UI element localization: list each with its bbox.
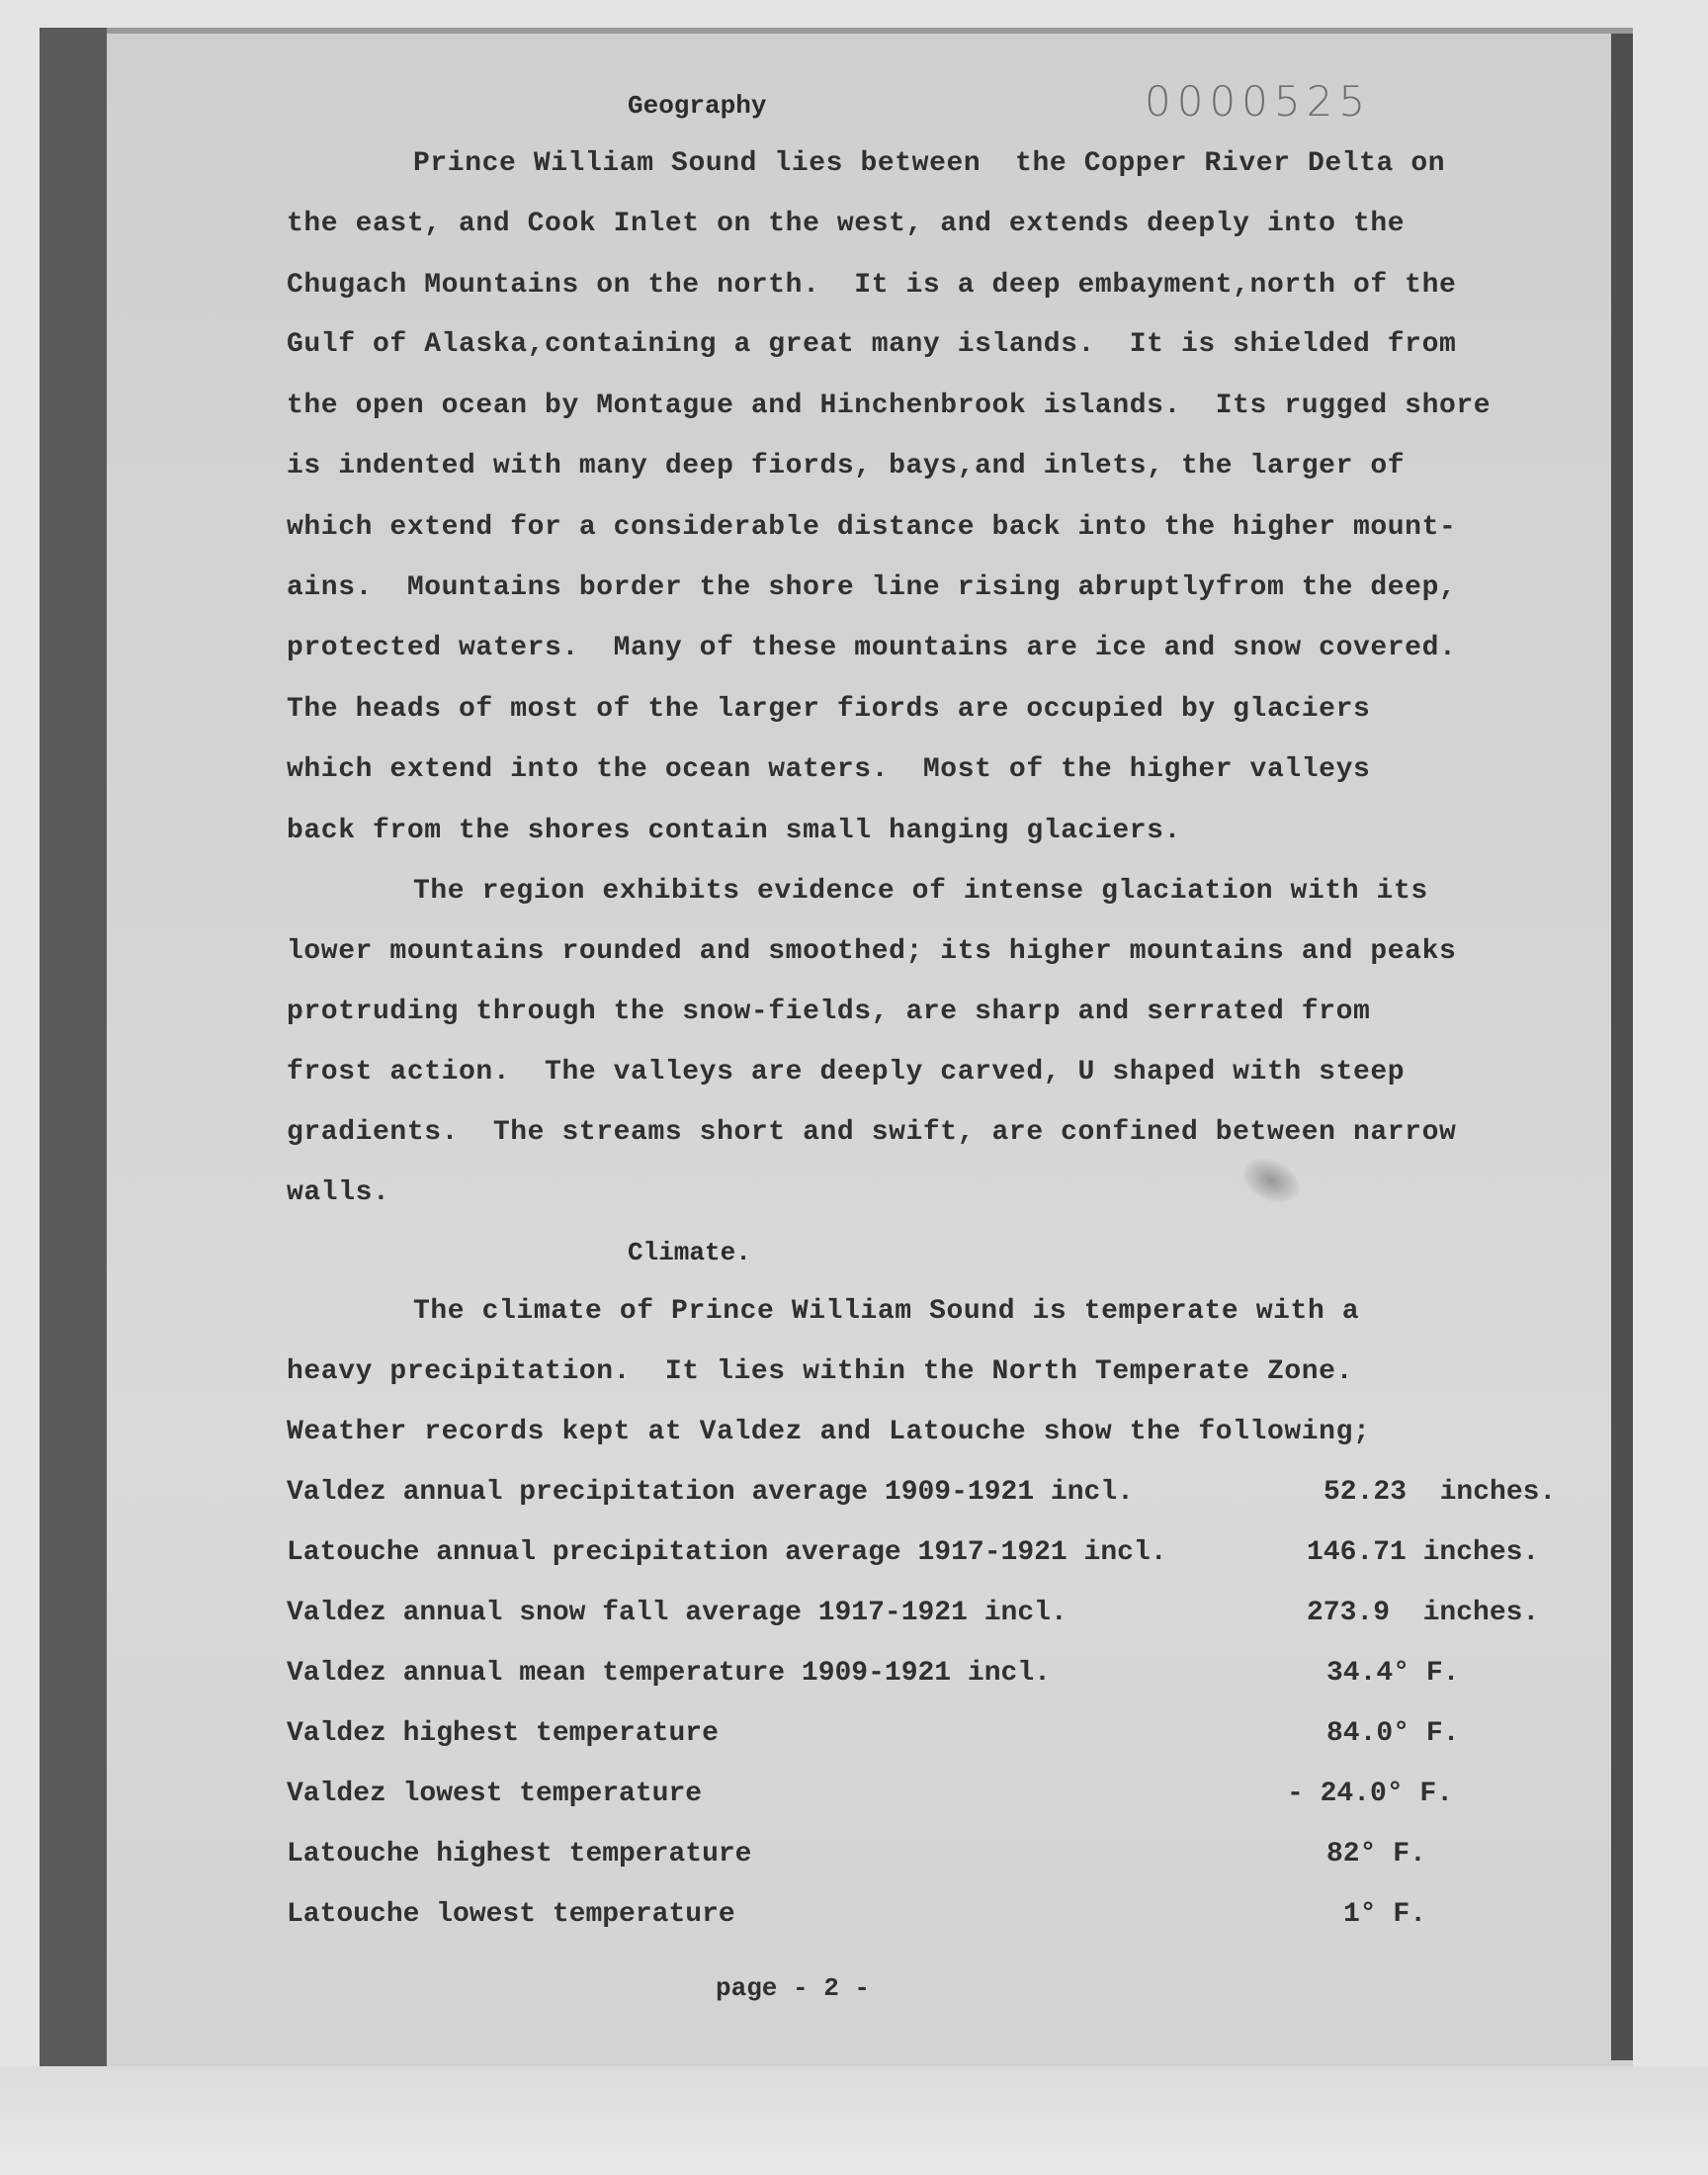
climate-intro-line: Weather records kept at Valdez and Latouche show the following; — [287, 1417, 1371, 1447]
climate-heading: Climate. — [628, 1238, 751, 1267]
weather-record-row — [287, 1839, 1572, 1878]
weather-record-label: Valdez annual precipitation average 1909-1921 incl. — [287, 1477, 1134, 1508]
geography-heading: Geography — [628, 91, 767, 121]
geography-p1-line: Gulf of Alaska,containing a great many islands. It is shielded from — [287, 329, 1457, 360]
geography-p1-line: ains. Mountains border the shore line rising abruptlyfrom the deep, — [287, 572, 1457, 603]
weather-record-value: - 24.0° F. — [1287, 1779, 1454, 1809]
weather-record-value: 273.9 inches. — [1307, 1598, 1540, 1628]
weather-record-label: Valdez lowest temperature — [287, 1779, 703, 1809]
geography-p1-line: is indented with many deep fiords, bays,and inlets, the larger of — [287, 451, 1406, 481]
weather-record-label: Valdez annual mean temperature 1909-1921 incl. — [287, 1658, 1051, 1689]
geography-p1-line: the open ocean by Montague and Hinchenbrook islands. Its rugged shore — [287, 391, 1492, 421]
climate-intro-line: The climate of Prince William Sound is temperate with a — [413, 1296, 1360, 1327]
geography-p1-line: The heads of most of the larger fiords are occupied by glaciers — [287, 694, 1371, 725]
geography-p2-line: lower mountains rounded and smoothed; its higher mountains and peaks — [287, 936, 1457, 967]
geography-p2-line: The region exhibits evidence of intense glaciation with its — [413, 876, 1428, 907]
geography-p1-line: back from the shores contain small hanging glaciers. — [287, 816, 1181, 846]
weather-record-row — [287, 1718, 1572, 1758]
scan-bottom-margin — [0, 2066, 1708, 2175]
geography-p2-line: walls. — [287, 1177, 390, 1208]
weather-record-value: 84.0° F. — [1326, 1718, 1460, 1749]
scan-left-margin-bar — [40, 28, 107, 2066]
geography-p1-line: protected waters. Many of these mountains are ice and snow covered. — [287, 633, 1457, 663]
page-number-footer: page - 2 - — [716, 1973, 871, 2003]
weather-record-label: Latouche annual precipitation average 1917-1921 incl. — [287, 1537, 1167, 1568]
weather-record-value: 34.4° F. — [1326, 1658, 1460, 1689]
weather-record-value: 1° F. — [1343, 1899, 1427, 1930]
document-stamp-number: 0000525 — [1145, 77, 1372, 126]
geography-p2-line: protruding through the snow-fields, are sharp and serrated from — [287, 997, 1371, 1027]
weather-record-label: Valdez highest temperature — [287, 1718, 719, 1749]
document-page — [40, 28, 1633, 2066]
weather-record-label: Latouche highest temperature — [287, 1839, 752, 1870]
weather-record-label: Latouche lowest temperature — [287, 1899, 735, 1930]
weather-record-row — [287, 1658, 1572, 1697]
weather-record-label: Valdez annual snow fall average 1917-1921 incl. — [287, 1598, 1068, 1628]
scan-right-margin-bar — [1611, 34, 1633, 2060]
weather-record-row — [287, 1598, 1572, 1637]
weather-record-value: 52.23 inches. — [1324, 1477, 1557, 1508]
weather-record-row — [287, 1779, 1572, 1818]
geography-p1-line: the east, and Cook Inlet on the west, and extends deeply into the — [287, 209, 1406, 239]
geography-p1-line: Prince William Sound lies between the Copper River Delta on — [413, 148, 1446, 179]
ink-smudge — [1236, 1150, 1306, 1211]
weather-record-row — [287, 1477, 1572, 1517]
page-top-edge — [40, 28, 1633, 34]
weather-record-value: 82° F. — [1326, 1839, 1426, 1870]
geography-p1-line: which extend for a considerable distance back into the higher mount- — [287, 512, 1457, 543]
geography-p1-line: Chugach Mountains on the north. It is a deep embayment,north of the — [287, 270, 1457, 301]
weather-record-value: 146.71 inches. — [1307, 1537, 1540, 1568]
weather-record-row — [287, 1537, 1572, 1577]
geography-p2-line: gradients. The streams short and swift, are confined between narrow — [287, 1117, 1457, 1148]
geography-p1-line: which extend into the ocean waters. Most of the higher valleys — [287, 754, 1371, 785]
geography-p2-line: frost action. The valleys are deeply carved, U shaped with steep — [287, 1057, 1406, 1088]
climate-intro-line: heavy precipitation. It lies within the North Temperate Zone. — [287, 1356, 1353, 1387]
weather-record-row — [287, 1899, 1572, 1939]
